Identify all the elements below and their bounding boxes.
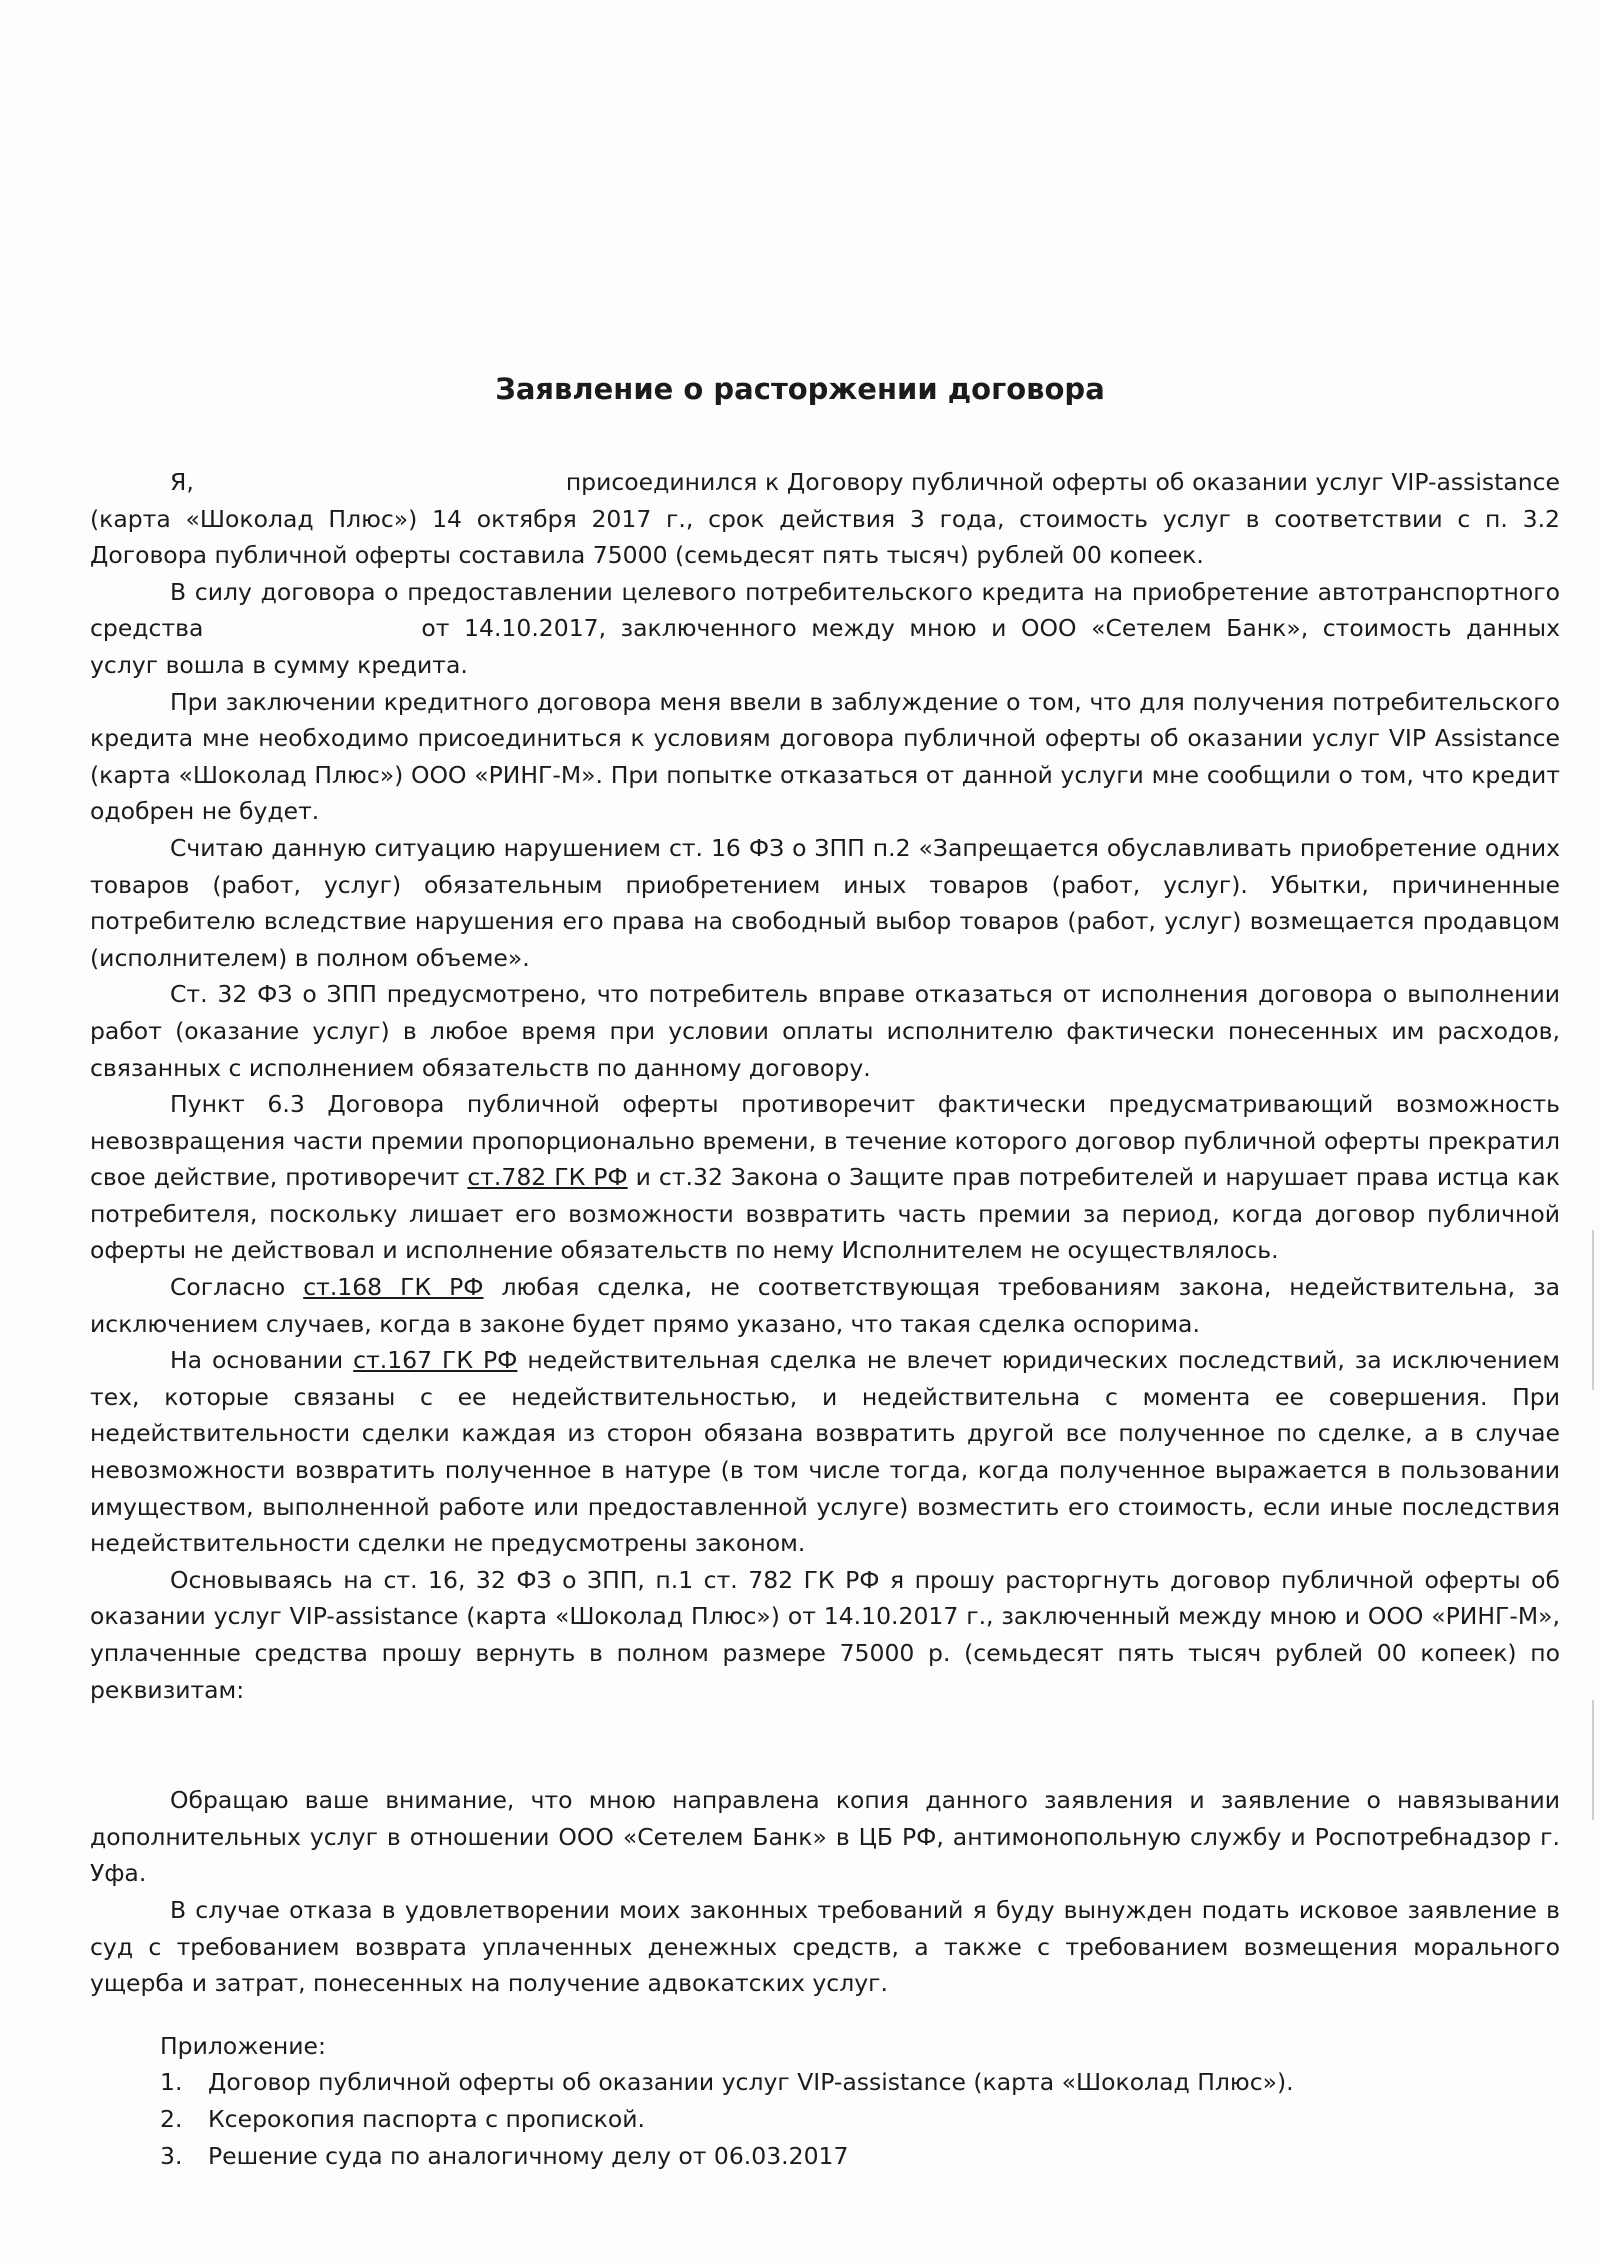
paragraph-7-text-b: любая сделка, не соответствующая требованиям закона, недействительна, за исключением случаев, когда в законе будет прямо указано, что такая сделка оспорима. — [90, 1273, 1560, 1338]
attachment-item — [160, 2101, 1560, 2138]
paragraph-2 — [90, 574, 1560, 684]
paragraph-2-end: от 14.10.2017, заключенного между мною и ООО «Сетелем Банк», стоимость данных услуг вошла в сумму кредита. — [90, 614, 1560, 679]
attachment-number: 3. — [160, 2141, 183, 2170]
law-reference-168: ст.168 ГК РФ — [303, 1273, 484, 1302]
document-title: Заявление о расторжении договора — [495, 372, 1105, 406]
attachment-number: 2. — [160, 2104, 183, 2133]
paragraph-8-text-a: На основании — [170, 1346, 344, 1375]
paragraph-7-text-a: Согласно — [170, 1273, 286, 1302]
scan-edge-artifact — [1592, 1700, 1594, 1820]
paragraph-1-start: Я, — [170, 468, 194, 496]
attachment-item — [160, 2138, 1560, 2175]
paragraph-7 — [90, 1269, 1560, 1342]
paragraph-2-start: В силу договора о предоставлении целевого потребительского кредита на приобретение автотранспортного средства — [90, 577, 1560, 643]
attachments-list — [90, 2064, 1560, 2174]
attachment-item — [160, 2064, 1560, 2101]
law-reference-782: ст.782 ГК РФ — [467, 1163, 628, 1192]
attachment-number: 1. — [160, 2068, 183, 2097]
attachment-text: Договор публичной оферты об оказании услуг VIP-assistance (карта «Шоколад Плюс»). — [208, 2068, 1294, 2097]
attachment-text: Ксерокопия паспорта с пропиской. — [208, 2104, 645, 2133]
scan-edge-artifact — [1592, 1230, 1594, 1390]
paragraph-10: Обращаю ваше внимание, что мною направлена копия данного заявления и заявление о навязывании дополнительных услуг в отношении ООО «Сетелем Банк» в ЦБ РФ, антимонопольную службу и Роспотребнадзор г. Уфа. — [90, 1786, 1560, 1888]
paragraph-8 — [90, 1342, 1560, 1562]
paragraph-6-text-b: и ст.32 Закона о Защите прав потребителей и нарушает права истца как потребителя, поскольку лишает его возможности возвратить часть премии за период, когда договор публичной оферты не действовал и исполнение обязательств по нему Исполнителем не осуществлялось. — [90, 1163, 1560, 1265]
paragraph-8-text-b: недействительная сделка не влечет юридических последствий, за исключением тех, которые связаны с ее недействительностью, и недействительна с момента ее совершения. При недействительности сделки каждая из сторон обязана возвратить другой все полученное по сделке, а в случае невозможности возвратить полученное в натуре (в том числе тогда, когда полученное выражается в пользовании имуществом, выполненной работе или предоставленной услуге) возместить его стоимость, если иные последствия недействительности сделки не предусмотрены законом. — [90, 1346, 1560, 1558]
attachments-title: Приложение: — [160, 2031, 326, 2060]
paragraph-6-text-a: Пункт 6.3 Договора публичной оферты противоречит фактически предусматривающий возможность невозвращения части премии пропорционально времени, в течение которого договор публичной оферты прекратил свое действие, противоречит — [90, 1090, 1560, 1192]
paragraph-5: Ст. 32 ФЗ о ЗПП предусмотрено, что потребитель вправе отказаться от исполнения договора о выполнении работ (оказание услуг) в любое время при условии оплаты исполнителю фактически понесенных им расходов, связанных с исполнением обязательств по данному договору. — [90, 980, 1560, 1082]
redacted-bank-details-space — [90, 1708, 1560, 1782]
paragraph-11: В случае отказа в удовлетворении моих законных требований я буду вынужден подать исковое заявление в суд с требованием возврата уплаченных денежных средств, а также с требованием возмещения морального ущерба и затрат, понесенных на получение адвокатских услуг. — [90, 1895, 1560, 1998]
paragraph-3: При заключении кредитного договора меня ввели в заблуждение о том, что для получения потребительского кредита мне необходимо присоединиться к условиям договора публичной оферты об оказании услуг VIP Assistance (карта «Шоколад Плюс») ООО «РИНГ-М». При попытке отказаться от данной услуги мне сообщили о том, что кредит одобрен не будет. — [90, 687, 1560, 826]
paragraph-6 — [90, 1086, 1560, 1269]
paragraph-1 — [90, 464, 1560, 574]
paragraph-1-end: присоединился к Договору публичной оферты об оказании услуг VIP-assistance (карта «Шоколад Плюс») 14 октября 2017 г., срок действия 3 года, стоимость услуг в соответствии с п. 3.2 Договора публичной оферты составила 75000 (семьдесят пять тысяч) рублей 00 копеек. — [90, 468, 1560, 570]
paragraph-4: Считаю данную ситуацию нарушением ст. 16 ФЗ о ЗПП п.2 «Запрещается обуславливать приобретение одних товаров (работ, услуг) обязательным приобретением иных товаров (работ, услуг). Убытки, причиненные потребителю вследствие нарушения его права на свободный выбор товаров (работ, услуг) возмещается продавцом (исполнителем) в полном объеме». — [90, 833, 1560, 972]
attachment-text: Решение суда по аналогичному делу от 06.03.2017 — [208, 2141, 849, 2170]
paragraph-9: Основываясь на ст. 16, 32 ФЗ о ЗПП, п.1 ст. 782 ГК РФ я прошу расторгнуть договор публичной оферты об оказании услуг VIP-assistance (карта «Шоколад Плюс») от 14.10.2017 г., заключенный между мною и ООО «РИНГ-М», уплаченные средства прошу вернуть в полном размере 75000 р. (семьдесят пять тысяч рублей 00 копеек) по реквизитам: — [90, 1565, 1560, 1704]
document-body — [90, 464, 1560, 2174]
law-reference-167: ст.167 ГК РФ — [353, 1346, 518, 1375]
